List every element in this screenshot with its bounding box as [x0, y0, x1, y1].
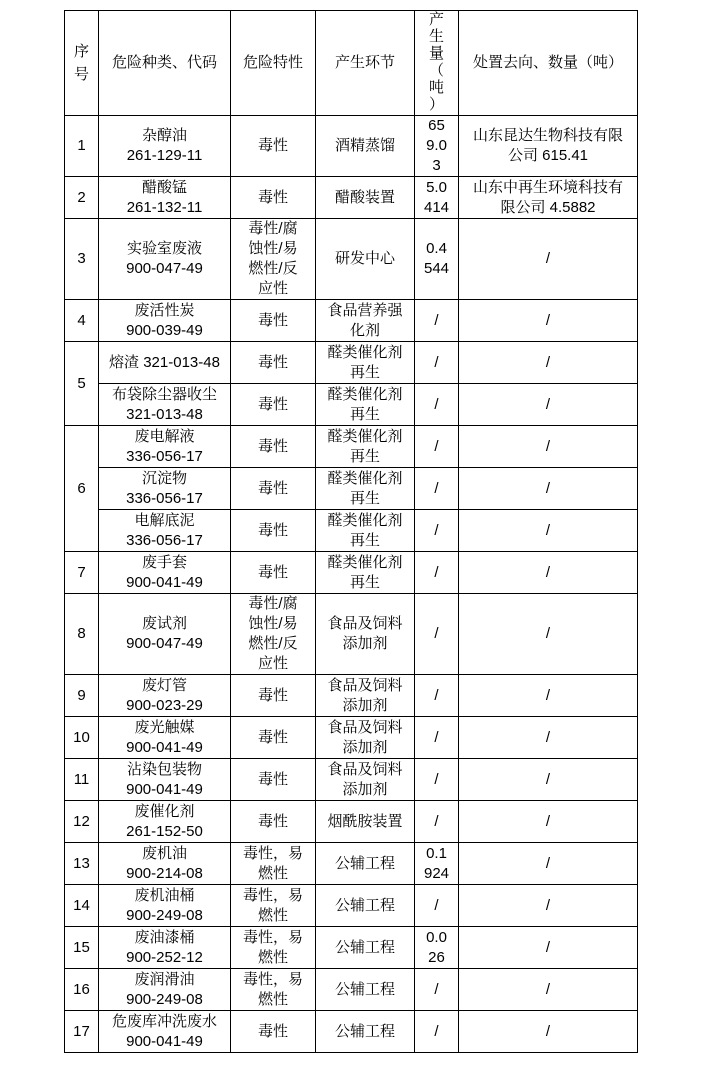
cell-property [231, 885, 316, 927]
cell-category [99, 468, 231, 510]
cell-process: 醛类催化剂再生 [316, 426, 415, 468]
cell-property [231, 300, 316, 342]
cell-property [231, 594, 316, 675]
waste-name: 废催化剂 [134, 802, 195, 820]
cell-property [231, 1011, 316, 1053]
waste-name: 沉淀物 [141, 469, 187, 487]
cell-category [99, 384, 231, 426]
cell-amount: / [415, 342, 459, 384]
waste-name: 布袋除尘器收尘 [111, 385, 217, 403]
cell-amount: / [415, 675, 459, 717]
cell-category [99, 342, 231, 384]
cell-process: 醛类催化剂再生 [316, 510, 415, 552]
cell-category [99, 927, 231, 969]
cell-disposal: / [459, 759, 638, 801]
header-disposal: 处置去向、数量（吨） [459, 11, 638, 116]
table-body [65, 116, 638, 1053]
hazardous-waste-table [64, 10, 638, 1053]
cell-index: 4 [65, 300, 99, 342]
waste-name: 废活性炭 [134, 301, 195, 319]
cell-category [99, 426, 231, 468]
cell-disposal: / [459, 675, 638, 717]
cell-process: 食品及饲料添加剂 [316, 759, 415, 801]
waste-name: 杂醇油 [141, 127, 187, 144]
cell-index: 11 [65, 759, 99, 801]
cell-category [99, 594, 231, 675]
waste-code: 900-252-12 [126, 948, 203, 966]
waste-name: 危废库冲洗废水 [111, 1012, 217, 1030]
cell-category [99, 885, 231, 927]
cell-category [99, 177, 231, 219]
table-row [65, 426, 638, 468]
cell-category [99, 759, 231, 801]
hazard-property: 毒性 [257, 563, 288, 581]
cell-process: 醛类催化剂再生 [316, 342, 415, 384]
cell-index: 15 [65, 927, 99, 969]
header-property: 危险特性 [231, 11, 316, 116]
cell-property [231, 675, 316, 717]
cell-process: 烟酰胺装置 [316, 801, 415, 843]
waste-name: 实验室废液 [126, 240, 202, 257]
cell-property [231, 552, 316, 594]
table-row [65, 843, 638, 885]
header-index [65, 11, 99, 116]
table-row [65, 552, 638, 594]
cell-property [231, 116, 316, 177]
waste-name: 废光触媒 [134, 718, 195, 736]
header-amount-label: 产生量（吨） [428, 11, 444, 113]
waste-name: 废机油 [141, 844, 187, 862]
table-row [65, 116, 638, 177]
cell-process: 公辅工程 [316, 969, 415, 1011]
cell-amount: / [415, 384, 459, 426]
table-row [65, 675, 638, 717]
cell-disposal: / [459, 219, 638, 300]
hazard-property: 毒性 [257, 479, 288, 497]
waste-code: 900-047-49 [126, 260, 203, 277]
cell-category [99, 1011, 231, 1053]
waste-name: 废电解液 [134, 427, 195, 445]
header-index-label: 序号 [73, 43, 89, 83]
cell-amount: / [415, 426, 459, 468]
cell-disposal: / [459, 594, 638, 675]
cell-process: 醛类催化剂再生 [316, 552, 415, 594]
cell-index: 17 [65, 1011, 99, 1053]
cell-property [231, 384, 316, 426]
cell-disposal: / [459, 300, 638, 342]
waste-code: 900-023-29 [126, 696, 203, 714]
cell-amount: / [415, 468, 459, 510]
hazard-property: 毒性 [257, 521, 288, 539]
table-row [65, 927, 638, 969]
hazard-property: 毒性，易燃性 [242, 844, 303, 882]
waste-name: 沾染包装物 [126, 760, 202, 778]
waste-code: 900-047-49 [126, 635, 203, 652]
cell-index: 8 [65, 594, 99, 675]
cell-category [99, 300, 231, 342]
cell-category [99, 219, 231, 300]
cell-index: 16 [65, 969, 99, 1011]
hazard-property: 毒性 [257, 686, 288, 704]
cell-category [99, 969, 231, 1011]
table-row [65, 969, 638, 1011]
table-row [65, 594, 638, 675]
waste-name: 废手套 [141, 553, 187, 571]
cell-amount: / [415, 510, 459, 552]
waste-code: 321-013-48 [126, 405, 203, 423]
table-row [65, 801, 638, 843]
waste-code: 336-056-17 [126, 489, 203, 507]
header-amount [415, 11, 459, 116]
hazard-property: 毒性 [257, 437, 288, 455]
cell-category [99, 843, 231, 885]
cell-property [231, 342, 316, 384]
cell-index: 5 [65, 342, 99, 426]
cell-amount: / [415, 1011, 459, 1053]
waste-code: 261-152-50 [126, 822, 203, 840]
cell-process: 酒精蒸馏 [316, 116, 415, 177]
cell-process: 公辅工程 [316, 885, 415, 927]
cell-amount: / [415, 717, 459, 759]
cell-process: 研发中心 [316, 219, 415, 300]
cell-category [99, 510, 231, 552]
waste-name: 废灯管 [141, 676, 187, 694]
cell-property [231, 177, 316, 219]
cell-disposal: / [459, 801, 638, 843]
cell-property [231, 717, 316, 759]
cell-process: 公辅工程 [316, 843, 415, 885]
cell-amount: 0.4544 [415, 219, 459, 300]
waste-name: 废油漆桶 [134, 928, 195, 946]
cell-disposal: / [459, 885, 638, 927]
cell-index: 14 [65, 885, 99, 927]
cell-property [231, 843, 316, 885]
hazard-property: 毒性 [257, 395, 288, 413]
waste-name: 醋酸锰 [141, 178, 187, 196]
waste-name: 废机油桶 [134, 886, 195, 904]
hazard-property: 毒性 [257, 137, 288, 154]
waste-name: 废试剂 [141, 615, 187, 632]
cell-amount: / [415, 885, 459, 927]
waste-name: 熔渣 [109, 353, 140, 371]
waste-code: 261-132-11 [126, 198, 203, 216]
table-row [65, 219, 638, 300]
cell-disposal: / [459, 510, 638, 552]
cell-index: 10 [65, 717, 99, 759]
cell-property [231, 510, 316, 552]
cell-amount: / [415, 552, 459, 594]
cell-index: 2 [65, 177, 99, 219]
header-category: 危险种类、代码 [99, 11, 231, 116]
header-process: 产生环节 [316, 11, 415, 116]
cell-category [99, 675, 231, 717]
hazard-property: 毒性 [257, 770, 288, 788]
hazard-property: 毒性，易燃性 [242, 928, 303, 966]
table-row [65, 300, 638, 342]
hazard-property: 毒性 [257, 353, 288, 371]
cell-index: 3 [65, 219, 99, 300]
table-header-row [65, 11, 638, 116]
table-row [65, 384, 638, 426]
hazard-property: 毒性/腐蚀性/易燃性/反应性 [248, 220, 298, 297]
hazard-property: 毒性 [257, 1022, 288, 1040]
cell-disposal: / [459, 552, 638, 594]
cell-process: 公辅工程 [316, 927, 415, 969]
cell-property [231, 468, 316, 510]
cell-process: 食品营养强化剂 [316, 300, 415, 342]
cell-index: 7 [65, 552, 99, 594]
table-row [65, 468, 638, 510]
waste-code: 336-056-17 [126, 447, 203, 465]
waste-code: 900-039-49 [126, 321, 203, 339]
waste-code: 900-214-08 [126, 864, 203, 882]
cell-disposal: / [459, 342, 638, 384]
cell-amount: 0.026 [415, 927, 459, 969]
cell-index: 9 [65, 675, 99, 717]
cell-amount: / [415, 969, 459, 1011]
cell-property [231, 969, 316, 1011]
cell-disposal: / [459, 843, 638, 885]
hazard-property: 毒性，易燃性 [242, 886, 303, 924]
waste-code: 900-041-49 [126, 780, 203, 798]
cell-amount: 659.03 [415, 116, 459, 177]
cell-category [99, 552, 231, 594]
cell-disposal: / [459, 468, 638, 510]
table-row [65, 510, 638, 552]
waste-code: 261-129-11 [126, 147, 203, 164]
cell-property [231, 759, 316, 801]
waste-code: 900-041-49 [126, 573, 203, 591]
hazard-property: 毒性 [257, 188, 288, 206]
cell-process: 醛类催化剂再生 [316, 468, 415, 510]
table-row [65, 717, 638, 759]
waste-code: 336-056-17 [126, 531, 203, 549]
hazard-property: 毒性，易燃性 [242, 970, 303, 1008]
cell-index: 6 [65, 426, 99, 552]
cell-category [99, 717, 231, 759]
cell-category [99, 801, 231, 843]
cell-disposal: 山东昆达生物科技有限公司 615.41 [459, 116, 638, 177]
waste-code: 321-013-48 [143, 353, 220, 371]
waste-code: 900-041-49 [126, 1032, 203, 1050]
cell-property [231, 219, 316, 300]
waste-code: 900-249-08 [126, 990, 203, 1008]
cell-disposal: / [459, 927, 638, 969]
table-row [65, 759, 638, 801]
hazard-property: 毒性 [257, 728, 288, 746]
cell-process: 食品及饲料添加剂 [316, 675, 415, 717]
hazard-property: 毒性 [257, 812, 288, 830]
waste-name: 废润滑油 [134, 970, 195, 988]
cell-process: 食品及饲料添加剂 [316, 594, 415, 675]
cell-amount: 0.1924 [415, 843, 459, 885]
cell-amount: / [415, 801, 459, 843]
cell-disposal: / [459, 1011, 638, 1053]
hazard-property: 毒性 [257, 311, 288, 329]
table-row [65, 885, 638, 927]
waste-name: 电解底泥 [134, 511, 195, 529]
cell-disposal: / [459, 717, 638, 759]
cell-disposal: 山东中再生环境科技有限公司 4.5882 [459, 177, 638, 219]
cell-process: 公辅工程 [316, 1011, 415, 1053]
waste-code: 900-249-08 [126, 906, 203, 924]
cell-amount: / [415, 594, 459, 675]
cell-category [99, 116, 231, 177]
cell-amount: 5.0414 [415, 177, 459, 219]
cell-property [231, 801, 316, 843]
cell-amount: / [415, 300, 459, 342]
table-row [65, 1011, 638, 1053]
cell-index: 12 [65, 801, 99, 843]
cell-process: 食品及饲料添加剂 [316, 717, 415, 759]
table-row [65, 177, 638, 219]
cell-disposal: / [459, 426, 638, 468]
cell-index: 13 [65, 843, 99, 885]
cell-process: 醋酸装置 [316, 177, 415, 219]
cell-property [231, 426, 316, 468]
cell-amount: / [415, 759, 459, 801]
cell-disposal: / [459, 384, 638, 426]
cell-property [231, 927, 316, 969]
table-row [65, 342, 638, 384]
hazard-property: 毒性/腐蚀性/易燃性/反应性 [248, 595, 298, 672]
waste-code: 900-041-49 [126, 738, 203, 756]
cell-process: 醛类催化剂再生 [316, 384, 415, 426]
cell-disposal: / [459, 969, 638, 1011]
cell-index: 1 [65, 116, 99, 177]
